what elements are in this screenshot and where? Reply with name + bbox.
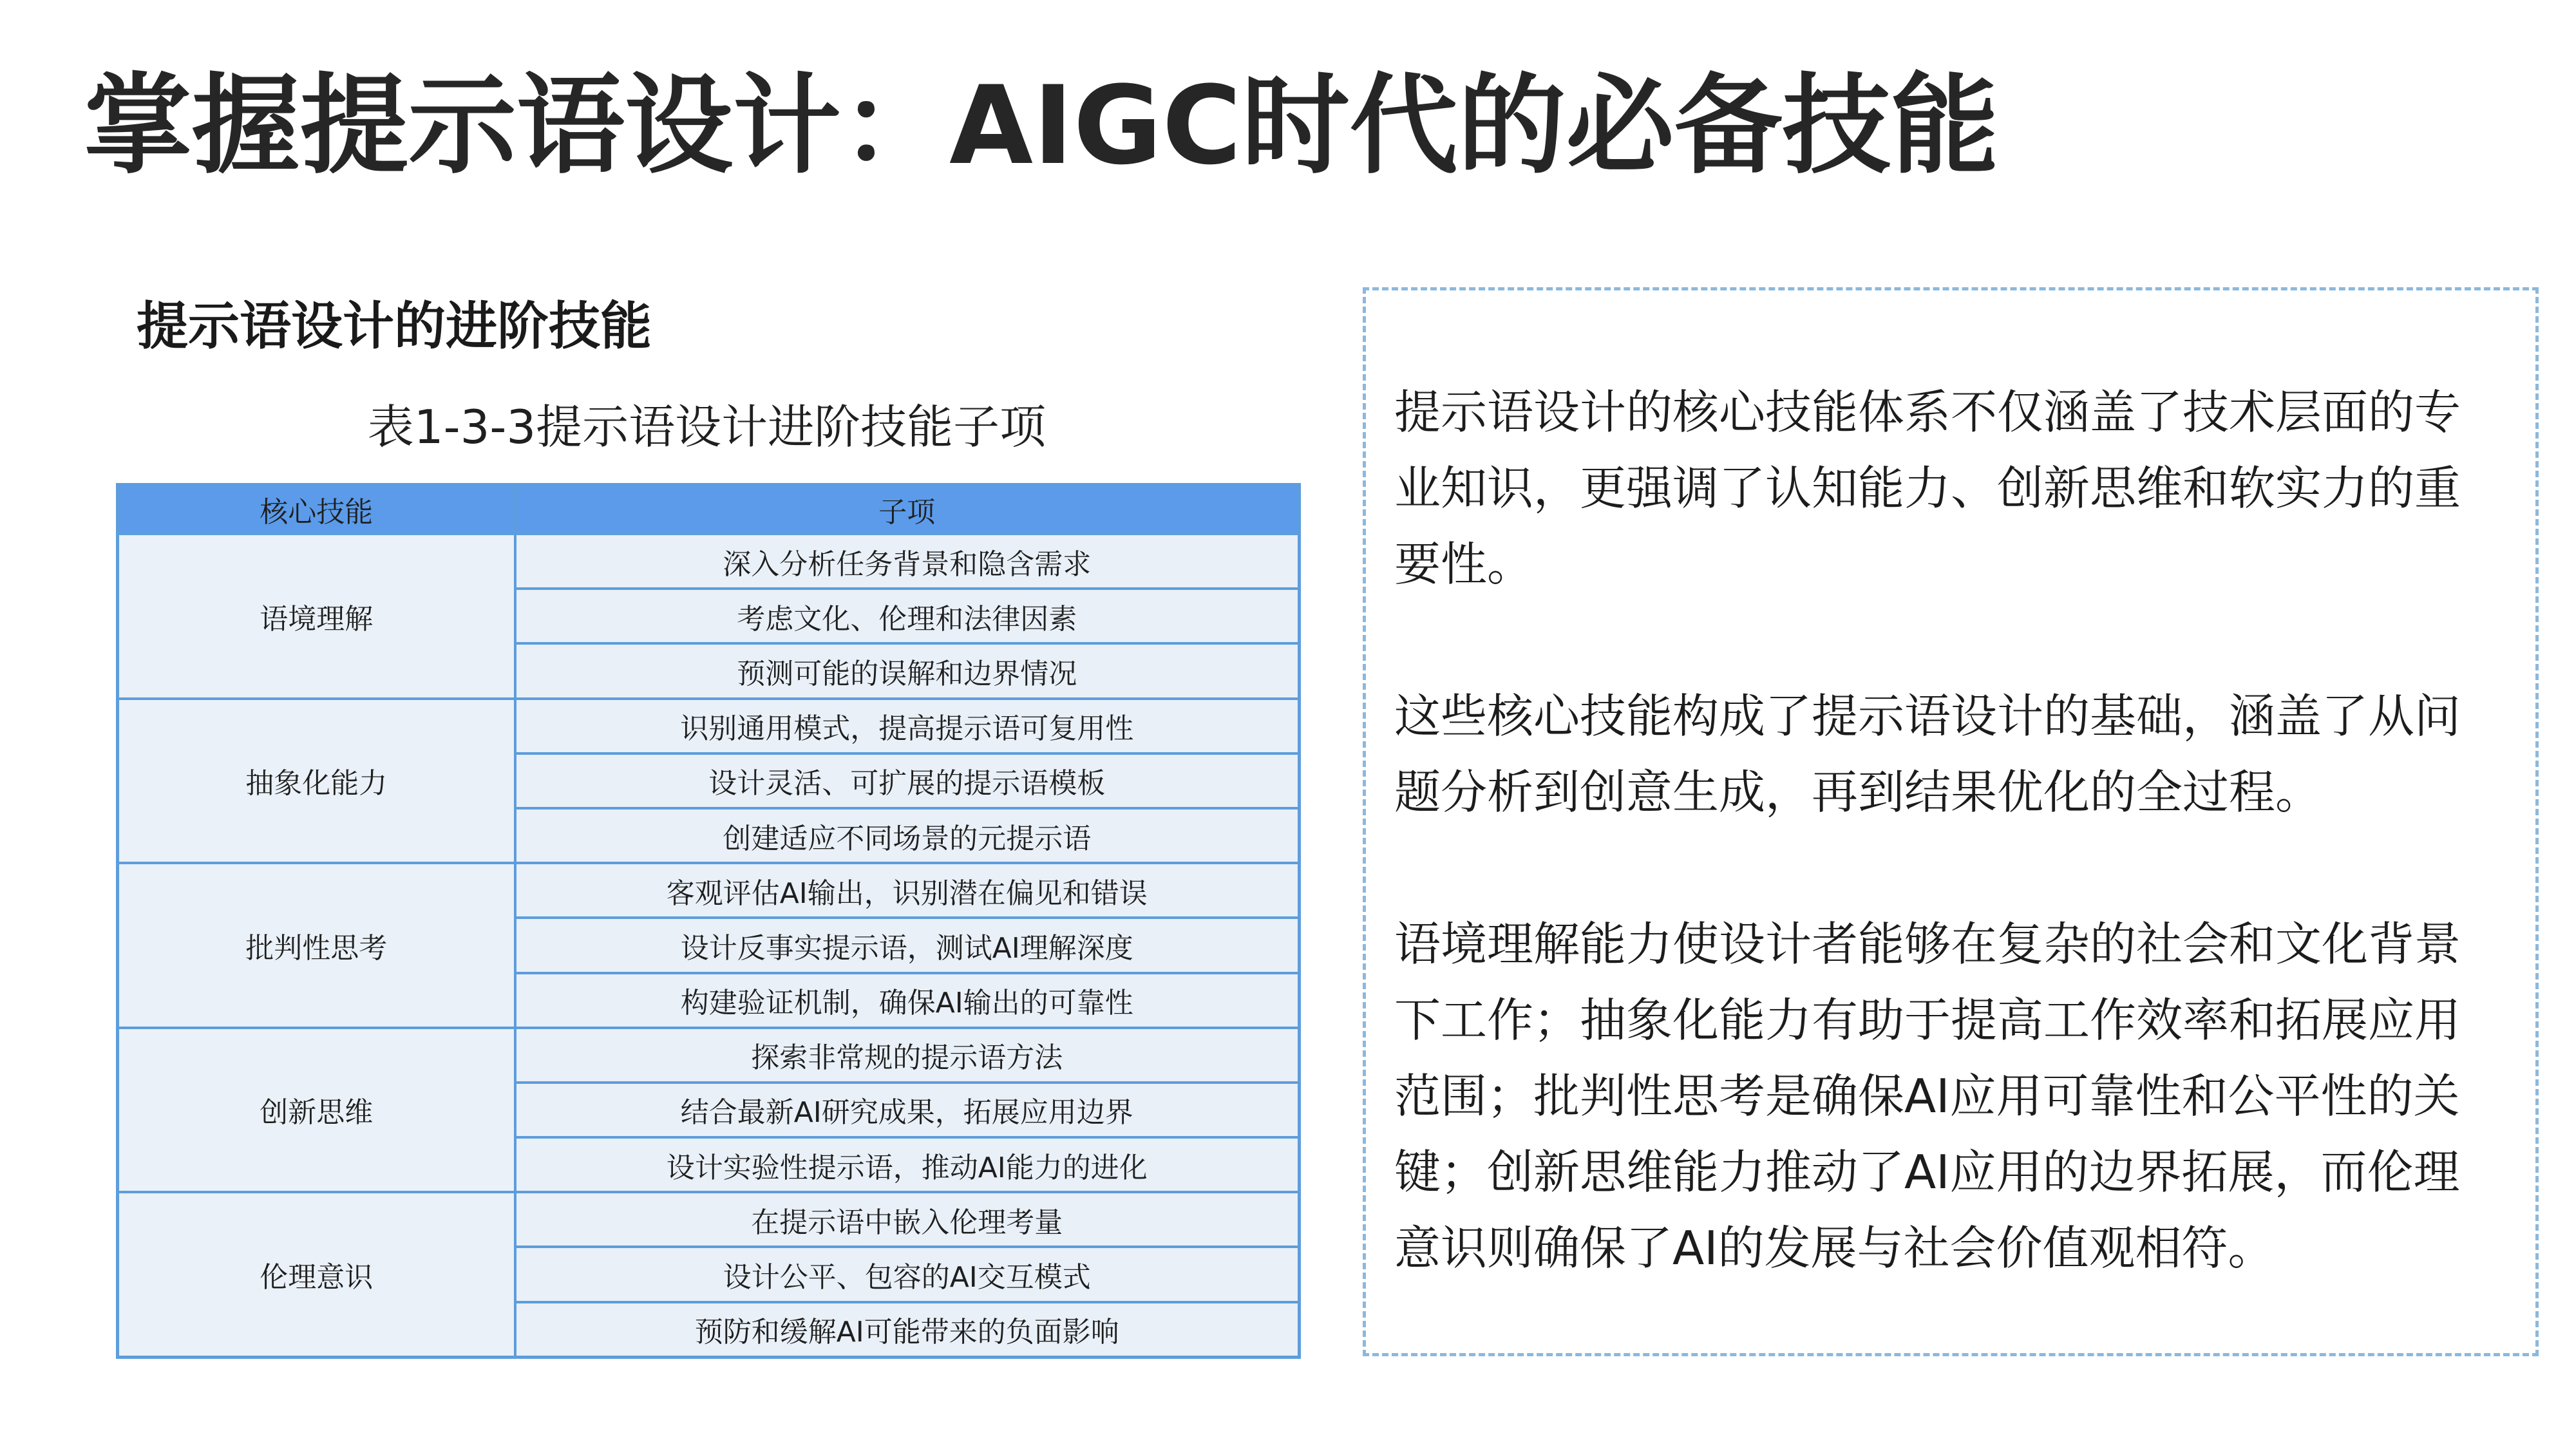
info-box xyxy=(1363,287,2539,1356)
skill-cell: 抽象化能力 xyxy=(118,699,515,864)
sub-item-cell: 识别通用模式，提高提示语可复用性 xyxy=(515,699,1300,753)
sub-item-cell: 深入分析任务背景和隐含需求 xyxy=(515,534,1300,589)
info-paragraph-foundation: 这些核心技能构成了提示语设计的基础，涵盖了从问题分析到创意生成，再到结果优化的全过程。 xyxy=(1394,689,2461,819)
table-header-row xyxy=(118,485,1300,535)
table-row xyxy=(118,863,1300,918)
sub-item-cell: 设计灵活、可扩展的提示语模板 xyxy=(515,753,1300,808)
skill-cell: 批判性思考 xyxy=(118,863,515,1028)
table-row xyxy=(118,1028,1300,1083)
info-paragraph-skills-detail: 语境理解能力使设计者能够在复杂的社会和文化背景下工作；抽象化能力有助于提高工作效率和拓展应用范围；批判性思考是确保AI应用可靠性和公平性的关键；创新思维能力推动了AI应用的边界拓展，而伦理意识则确保了AI的发展与社会价值观相符。 xyxy=(1394,917,2461,1275)
section-heading: 提示语设计的进阶技能 xyxy=(137,296,652,356)
sub-item-cell: 设计公平、包容的AI交互模式 xyxy=(515,1247,1300,1302)
header-core-skill: 核心技能 xyxy=(118,485,515,535)
table-row xyxy=(118,1192,1300,1247)
sub-item-cell: 客观评估AI输出，识别潜在偏见和错误 xyxy=(515,863,1300,918)
sub-item-cell: 考虑文化、伦理和法律因素 xyxy=(515,589,1300,643)
table-row xyxy=(118,699,1300,753)
sub-item-cell: 创建适应不同场景的元提示语 xyxy=(515,808,1300,863)
header-sub-item: 子项 xyxy=(515,485,1300,535)
sub-item-cell: 探索非常规的提示语方法 xyxy=(515,1028,1300,1083)
sub-item-cell: 预防和缓解AI可能带来的负面影响 xyxy=(515,1302,1300,1358)
sub-item-cell: 在提示语中嵌入伦理考量 xyxy=(515,1192,1300,1247)
info-paragraph-overview: 提示语设计的核心技能体系不仅涵盖了技术层面的专业知识，更强调了认知能力、创新思维和软实力的重要性。 xyxy=(1394,385,2461,591)
sub-item-cell: 结合最新AI研究成果，拓展应用边界 xyxy=(515,1083,1300,1137)
slide-title: 掌握提示语设计：AIGC时代的必备技能 xyxy=(84,62,1999,189)
sub-item-cell: 设计反事实提示语，测试AI理解深度 xyxy=(515,918,1300,972)
table-caption: 表1-3-3提示语设计进阶技能子项 xyxy=(367,400,1046,454)
sub-item-cell: 预测可能的误解和边界情况 xyxy=(515,643,1300,698)
table-row xyxy=(118,534,1300,589)
skill-cell: 创新思维 xyxy=(118,1028,515,1193)
sub-item-cell: 构建验证机制，确保AI输出的可靠性 xyxy=(515,973,1300,1028)
skills-table xyxy=(116,483,1301,1359)
skill-cell: 语境理解 xyxy=(118,534,515,699)
skill-cell: 伦理意识 xyxy=(118,1192,515,1357)
sub-item-cell: 设计实验性提示语，推动AI能力的进化 xyxy=(515,1137,1300,1192)
